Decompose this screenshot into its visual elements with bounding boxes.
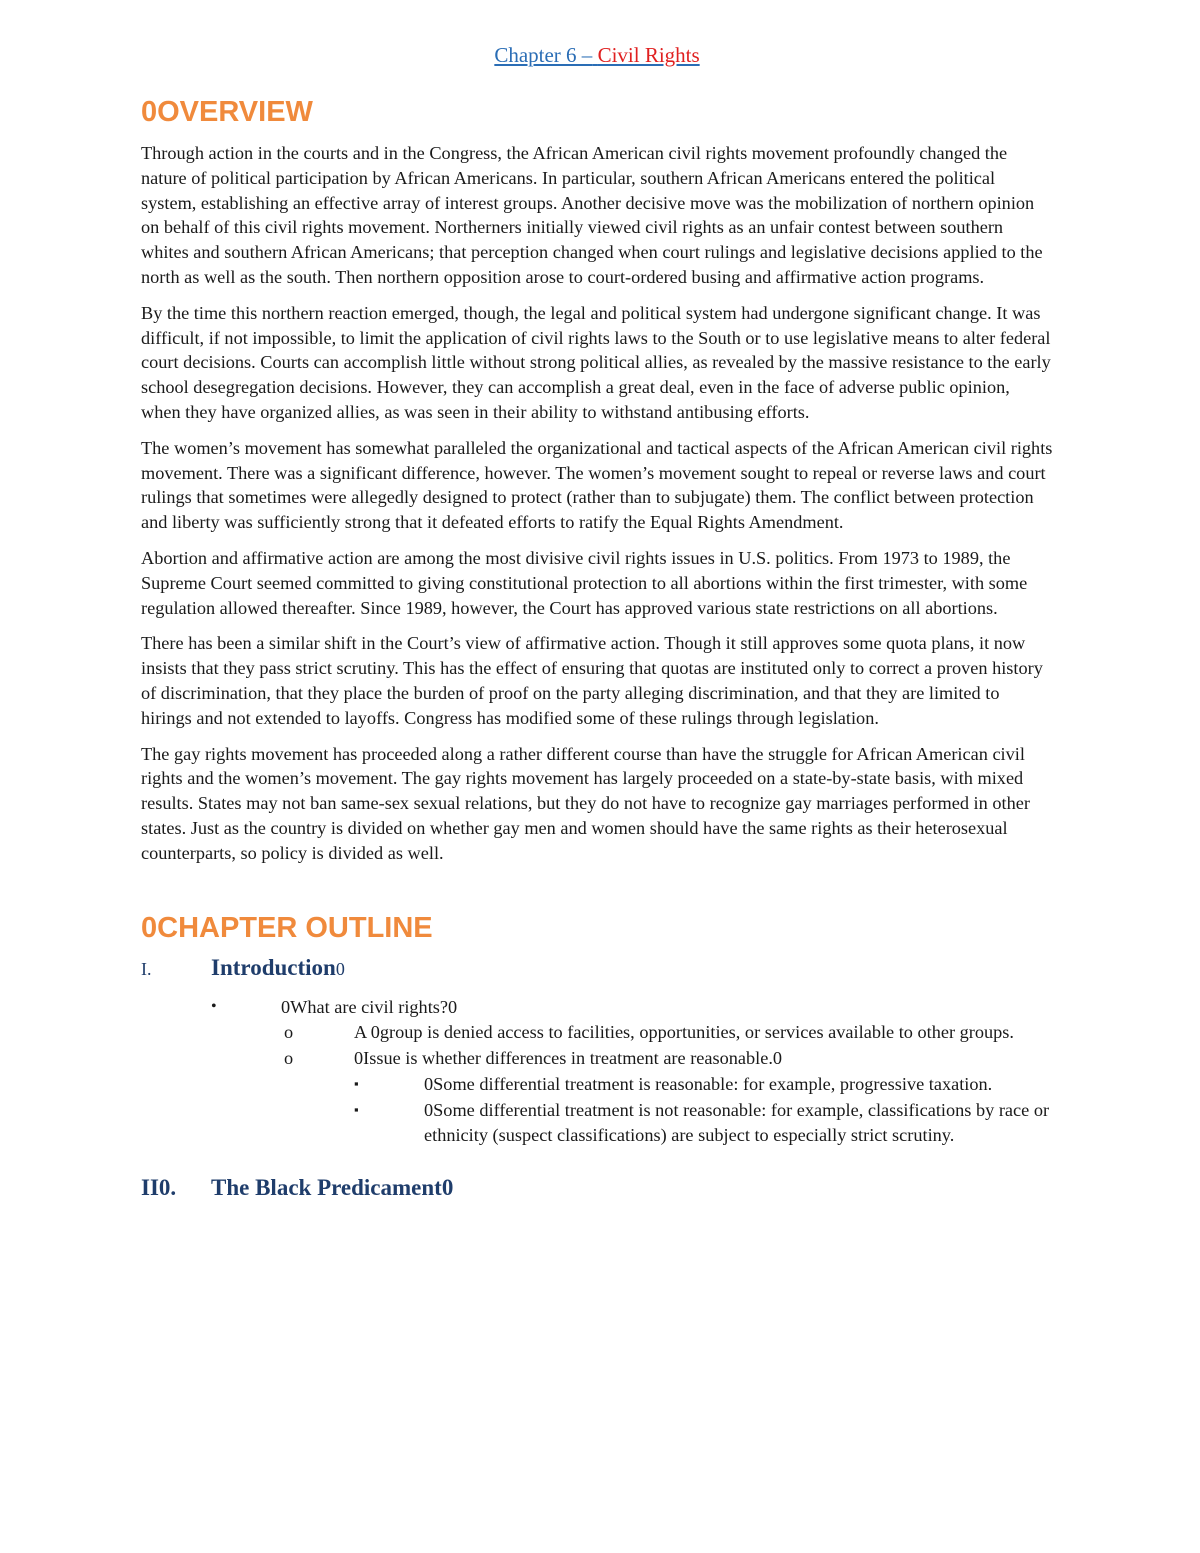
outline-section-label: Introduction0 <box>211 954 345 980</box>
overview-paragraph-3: The women’s movement has somewhat paralleled the organizational and tactical aspects of the African American civil rights movement. There was a significant difference, however. The women’s movement sought to repeal or reverse laws and court rulings that sometimes were allegedly designed to protect (rather than to subjugate) them. The conflict between protection and liberty was sufficiently strong that it defeated efforts to ratify the Equal Rights Amendment. <box>141 437 1053 533</box>
chapter-outline-heading: 0CHAPTER OUTLINE <box>141 911 433 944</box>
overview-paragraph-5: There has been a similar shift in the Court’s view of affirmative action. Though it still approves some quota plans, it now insists that they pass strict scrutiny. This has the effect of ensuring that quotas are instituted only to correct a proven history of discrimination, that they place the burden of proof on the party alleging discrimination, and that they are limited to hirings and not extended to layoffs. Congress has modified some of these rulings through legislation. <box>141 633 1043 728</box>
chapter-number: Chapter 6 – <box>494 43 593 67</box>
square-bullet-mark: ▪ <box>354 1075 359 1091</box>
square-bullet-text: 0Some differential treatment is reasonable: for example, progressive taxation. <box>424 1073 993 1094</box>
outline-section-number: I. <box>141 958 152 979</box>
outline-subbullet-group-denied <box>141 1020 1053 1045</box>
overview-paragraph-2: By the time this northern reaction emerged, though, the legal and political system had undergone significant change. It was difficult, if not impossible, to limit the application of civil rights laws to the South or to use legislative means to alter federal court decisions. Courts can accomplish little without strong political allies, as revealed by the massive resistance to the early school desegregation decisions. However, they can accomplish a great deal, even in the face of adverse public opinion, when they have organized allies, as was seen in their ability to withstand antibusing efforts. <box>141 302 1051 422</box>
outline-subsubbullet-reasonable <box>141 1072 1053 1097</box>
outline-section-number: II0. <box>141 1175 177 1201</box>
overview-paragraph-4: Abortion and affirmative action are among the most divisive civil rights issues in U.S. politics. From 1973 to 1989, the Supreme Court seemed committed to giving constitutional protection to all abortions within the first trimester, with some regulation allowed thereafter. Since 1989, however, the Court has approved various state restrictions on all abortions. <box>141 547 1028 618</box>
outline-section-introduction <box>141 955 1053 981</box>
sub-bullet-mark: o <box>284 1022 294 1043</box>
document-page <box>141 40 1053 1201</box>
square-bullet-mark: ▪ <box>354 1101 359 1117</box>
outline-section-label: The Black Predicament0 <box>211 1175 454 1201</box>
square-bullet-text: 0Some differential treatment is not reasonable: for example, classifications by race or ethnicity (suspect classifications) are subject to especially strict scrutiny. <box>424 1099 1050 1145</box>
chapter-subject: Civil Rights <box>597 43 700 67</box>
sub-bullet-text: A 0group is denied access to facilities, opportunities, or services available to other groups. <box>354 1022 1014 1043</box>
overview-paragraph-6: The gay rights movement has proceeded along a rather different course than have the struggle for African American civil rights and the women’s movement. The gay rights movement has largely proceeded on a state-by-state basis, with mixed results. States may not ban same-sex sexual relations, but they do not have to recognize gay marriages performed in other states. Just as the country is divided on whether gay men and women should have the same rights as their heterosexual counterparts, so policy is divided as well. <box>141 743 1030 863</box>
outline-subsubbullet-not-reasonable <box>141 1098 1053 1148</box>
outline-bullet-civil-rights <box>141 995 1053 1020</box>
outline-section-black-predicament <box>141 1175 1053 1201</box>
overview-heading: 0OVERVIEW <box>141 96 313 128</box>
sub-bullet-mark: o <box>284 1048 294 1069</box>
chapter-title <box>141 43 1053 68</box>
bullet-mark: • <box>211 997 217 1015</box>
bullet-text: 0What are civil rights?0 <box>281 996 458 1017</box>
overview-paragraph-1: Through action in the courts and in the Congress, the African American civil rights movement profoundly changed the nature of political participation by African Americans. In particular, southern African Americans entered the political system, establishing an effective array of interest groups. Another decisive move was the mobilization of northern opinion on behalf of this civil rights movement. Northerners initially viewed civil rights as an unfair contest between southern whites and southern African Americans; that perception changed when court rulings and legislative decisions applied to the north as well as the south. Then northern opposition arose to court-ordered busing and affirmative action programs. <box>141 143 1043 287</box>
outline-subbullet-issue <box>141 1046 1053 1071</box>
sub-bullet-text: 0Issue is whether differences in treatment are reasonable.0 <box>354 1048 783 1069</box>
